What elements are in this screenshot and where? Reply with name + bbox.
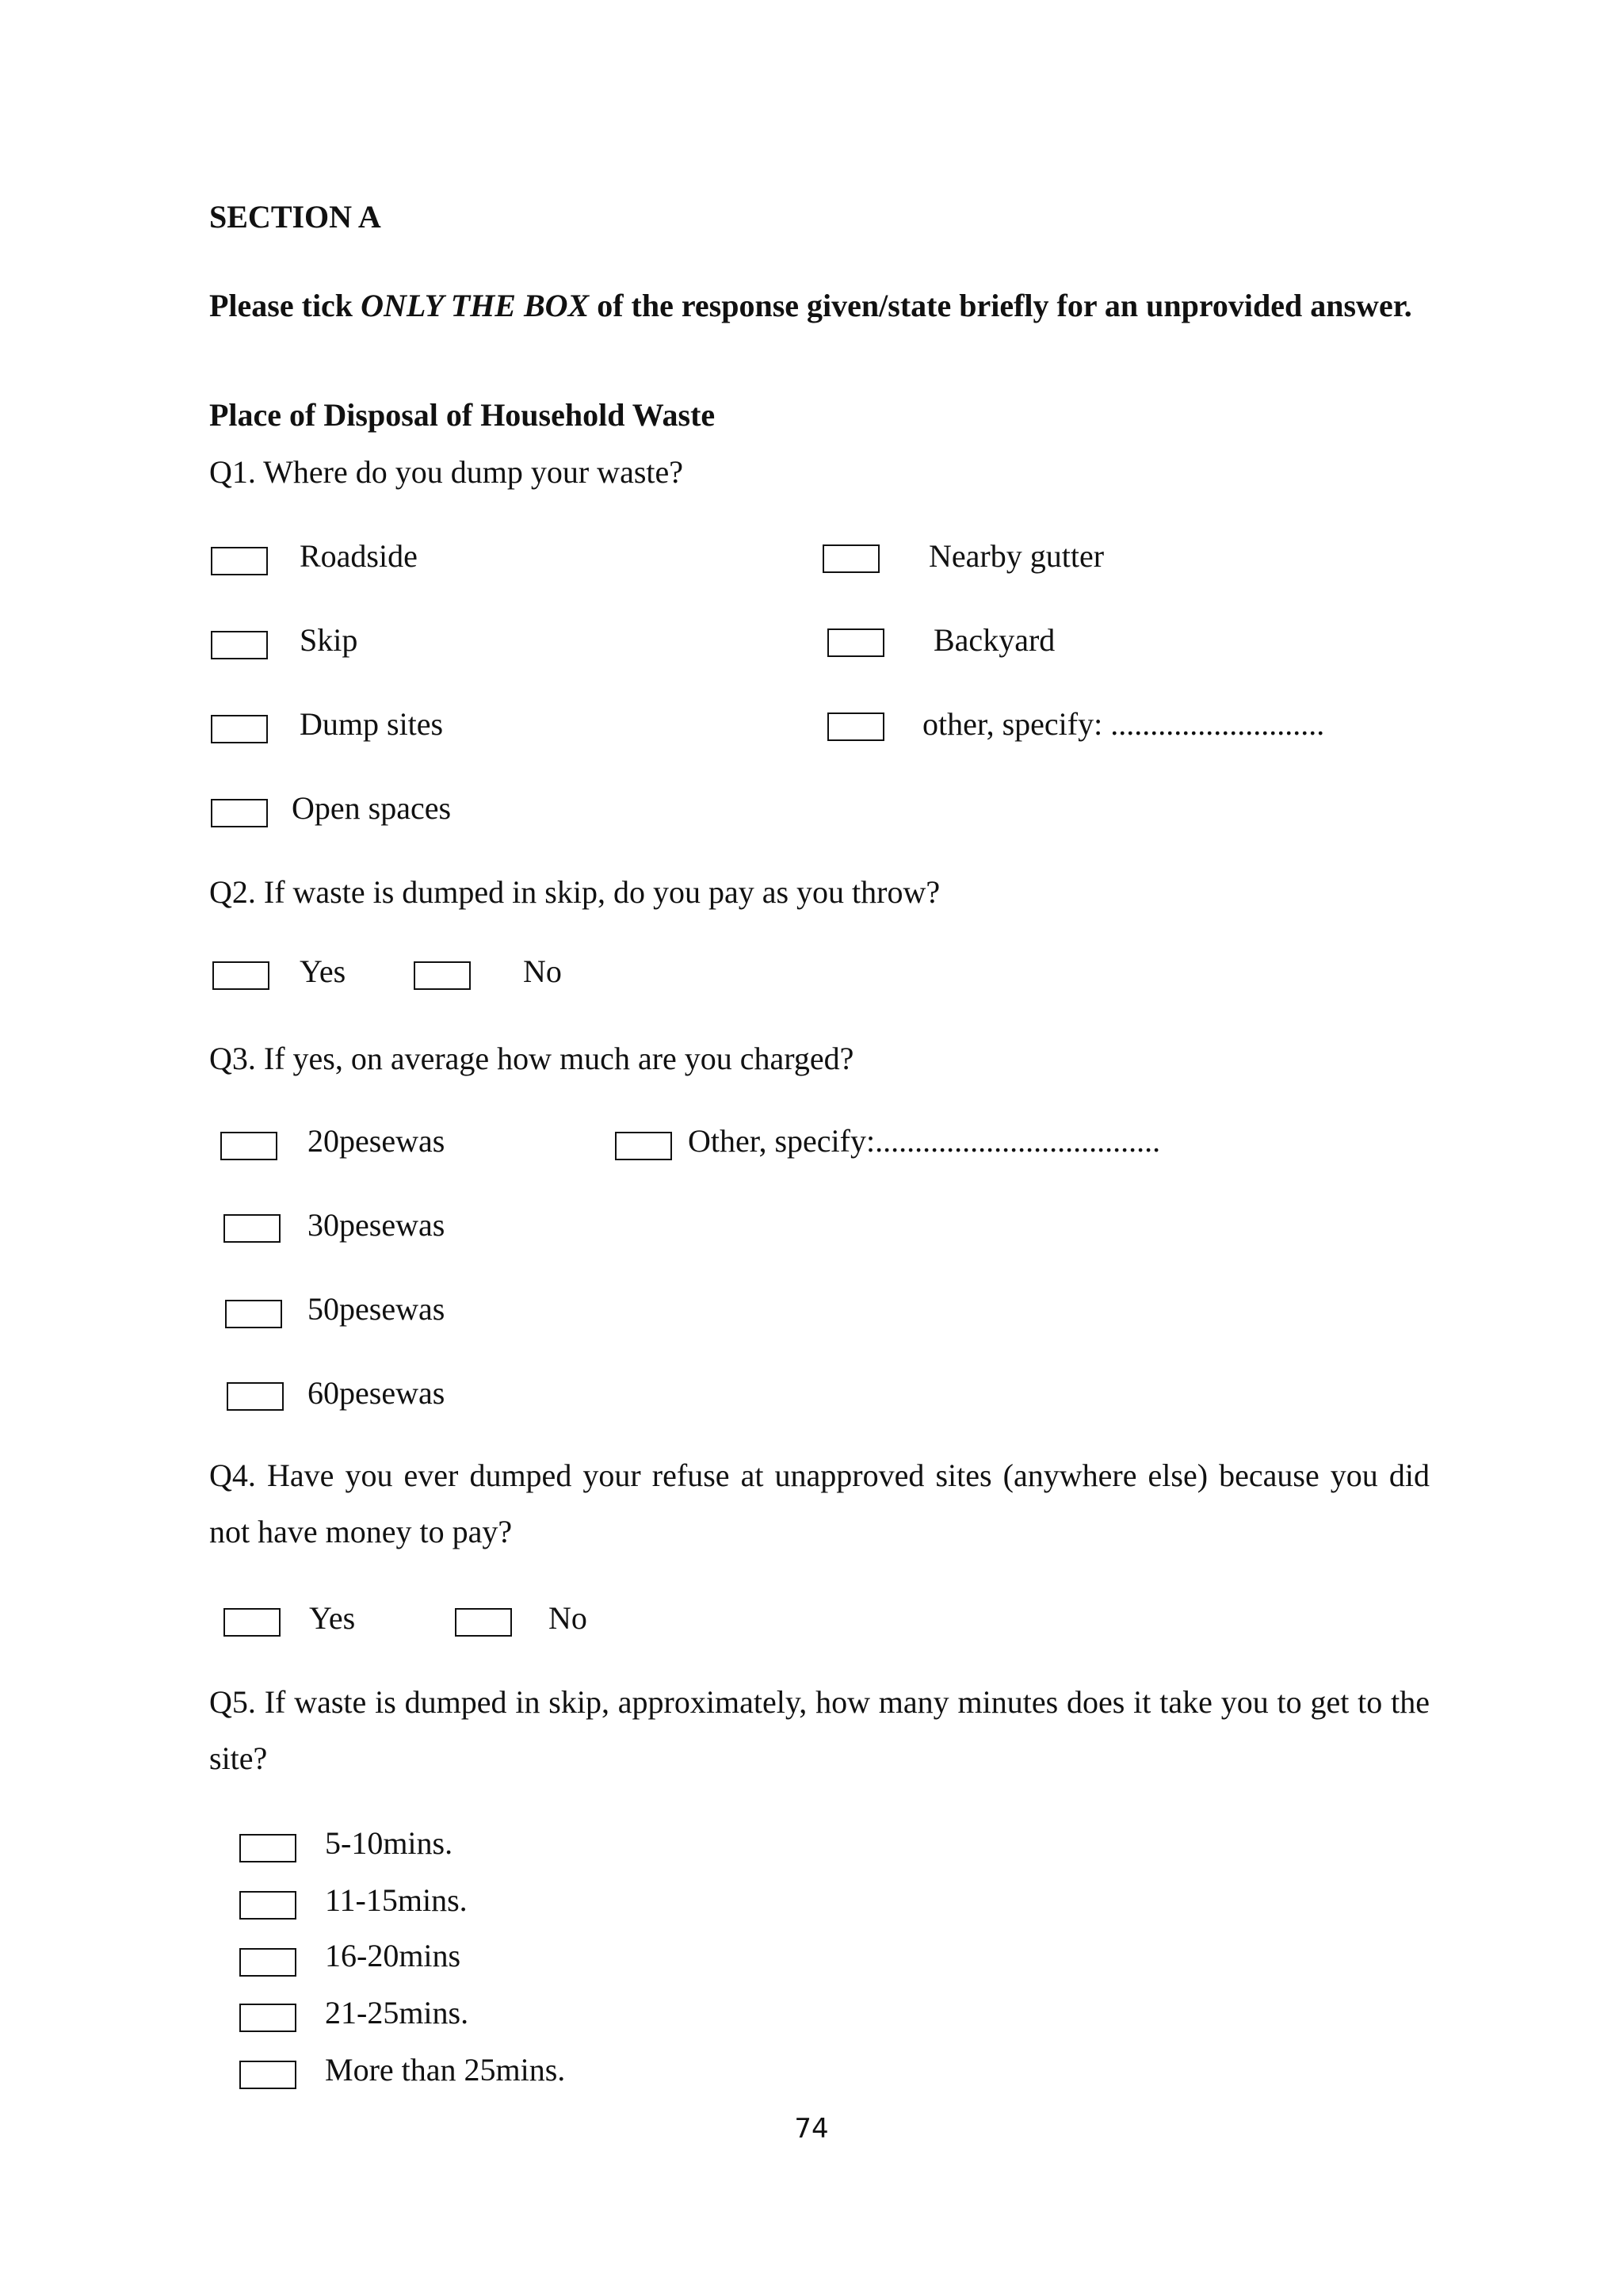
option-label-20pesewas: 20pesewas: [307, 1123, 445, 1159]
option-label-60pesewas: 60pesewas: [307, 1375, 445, 1411]
checkbox-open-spaces[interactable]: [211, 799, 268, 827]
option-label-nearby-gutter: Nearby gutter: [929, 538, 1105, 574]
checkbox-20pesewas[interactable]: [220, 1132, 277, 1160]
option-label-q2-no: No: [523, 953, 562, 989]
option-label-more-than-25mins: More than 25mins.: [325, 2052, 566, 2088]
checkbox-q4-no[interactable]: [455, 1608, 512, 1637]
question-q1: Q1. Where do you dump your waste?: [209, 454, 684, 490]
checkbox-other-q1[interactable]: [827, 712, 884, 741]
option-label-21-25mins: 21-25mins.: [325, 1995, 469, 2030]
question-q4: Q4. Have you ever dumped your refuse at unapproved sites (anywhere else) because you did not have money to pay?: [209, 1457, 1430, 1549]
checkbox-5-10mins[interactable]: [239, 1834, 296, 1862]
option-label-backyard: Backyard: [934, 622, 1056, 658]
option-label-skip: Skip: [300, 622, 358, 658]
checkbox-more-than-25mins[interactable]: [239, 2061, 296, 2089]
instruction-part2: of the response given/state briefly for an unprovided answer.: [589, 288, 1412, 323]
question-q5: Q5. If waste is dumped in skip, approximately, how many minutes does it take you to get to the site?: [209, 1684, 1430, 1776]
checkbox-50pesewas[interactable]: [225, 1300, 282, 1328]
checkbox-21-25mins[interactable]: [239, 2004, 296, 2032]
option-label-q4-no: No: [548, 1600, 587, 1636]
checkbox-dump-sites[interactable]: [211, 715, 268, 743]
checkbox-60pesewas[interactable]: [227, 1382, 284, 1411]
option-label-q4-yes: Yes: [309, 1600, 356, 1636]
checkbox-skip[interactable]: [211, 631, 268, 659]
checkbox-q2-no[interactable]: [414, 961, 471, 990]
option-label-q2-yes: Yes: [300, 953, 346, 989]
option-label-open-spaces: Open spaces: [292, 790, 452, 826]
option-label-roadside: Roadside: [300, 538, 418, 574]
checkbox-roadside[interactable]: [211, 547, 268, 575]
option-label-16-20mins: 16-20mins: [325, 1938, 461, 1973]
instruction-part1: Please tick: [209, 288, 361, 323]
option-label-5-10mins: 5-10mins.: [325, 1825, 453, 1861]
option-label-dump-sites: Dump sites: [300, 706, 444, 742]
subheading: Place of Disposal of Household Waste: [209, 397, 716, 433]
checkbox-q4-yes[interactable]: [223, 1608, 281, 1637]
instruction-text: [209, 277, 1430, 334]
option-label-11-15mins: 11-15mins.: [325, 1882, 468, 1918]
question-q3: Q3. If yes, on average how much are you charged?: [209, 1041, 854, 1076]
checkbox-backyard[interactable]: [827, 628, 884, 657]
checkbox-30pesewas[interactable]: [223, 1214, 281, 1243]
checkbox-other-q3[interactable]: [615, 1132, 672, 1160]
page-number: 74: [794, 2113, 829, 2145]
question-q2: Q2. If waste is dumped in skip, do you pay as you throw?: [209, 874, 941, 910]
checkbox-11-15mins[interactable]: [239, 1891, 296, 1920]
checkbox-nearby-gutter[interactable]: [823, 544, 880, 573]
section-title: SECTION A: [209, 199, 381, 235]
checkbox-q2-yes[interactable]: [212, 961, 269, 990]
option-label-30pesewas: 30pesewas: [307, 1207, 445, 1243]
option-label-other-q3: Other, specify:....................................: [688, 1123, 1161, 1159]
instruction-emphasis: ONLY THE BOX: [361, 288, 590, 323]
option-label-other-q1: other, specify: ...........................: [922, 706, 1325, 742]
option-label-50pesewas: 50pesewas: [307, 1291, 445, 1327]
checkbox-16-20mins[interactable]: [239, 1948, 296, 1977]
